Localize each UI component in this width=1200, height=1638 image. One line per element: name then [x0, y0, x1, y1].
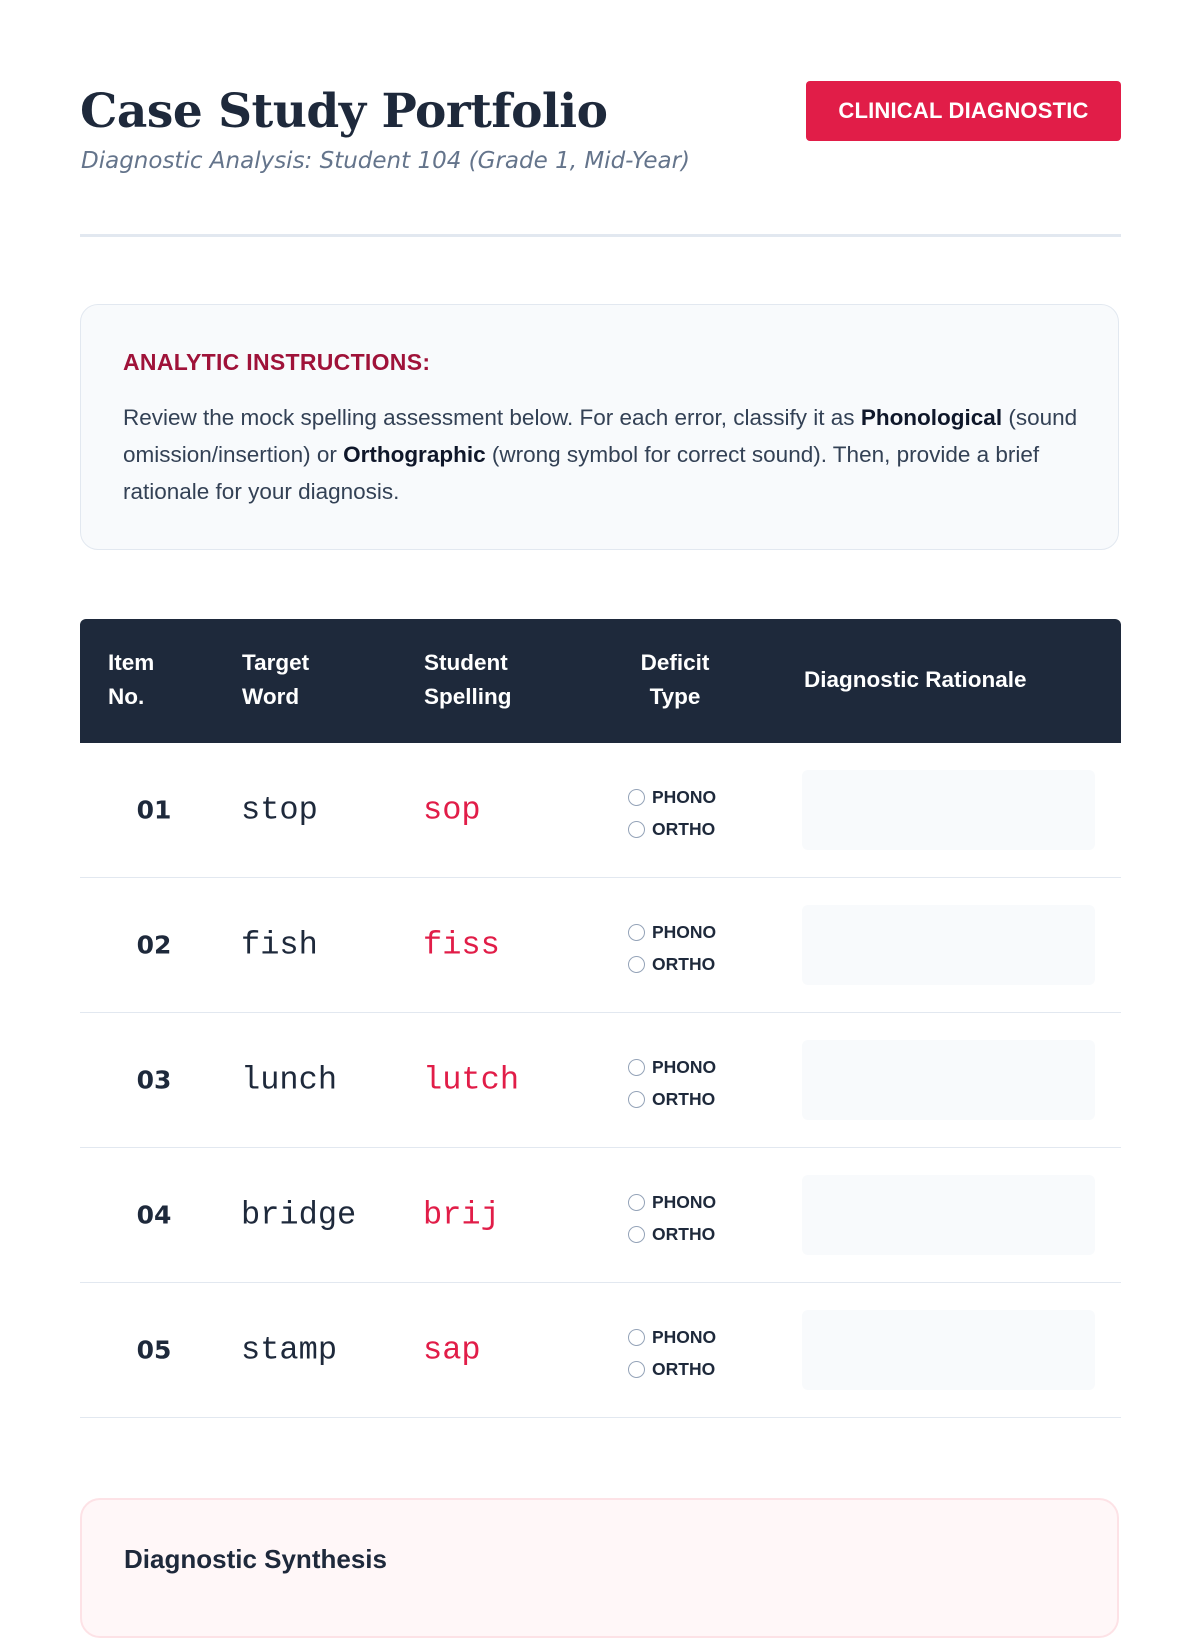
item-number: 04: [136, 1200, 172, 1230]
instructions-heading: ANALYTIC INSTRUCTIONS:: [123, 349, 431, 375]
ortho-label: ORTHO: [652, 1358, 716, 1379]
ortho-radio[interactable]: [628, 1361, 645, 1378]
phono-label: PHONO: [652, 1191, 717, 1212]
header-deficit-line2: Type: [649, 684, 701, 709]
instructions-text-part: (wrong symbol for correct sound). Then, provide a brief rationale for your diagnosis.: [123, 442, 1040, 504]
ortho-label: ORTHO: [652, 953, 716, 974]
page-subtitle: Diagnostic Analysis: Student 104 (Grade 1, Mid-Year): [81, 148, 690, 174]
instructions-panel: [80, 304, 1119, 550]
student-spelling: sap: [423, 1331, 481, 1369]
diagnostic-synthesis-panel: [80, 1498, 1119, 1638]
ortho-option[interactable]: [628, 948, 716, 980]
page-title: Case Study Portfolio: [80, 84, 608, 139]
phono-radio[interactable]: [628, 1059, 645, 1076]
student-spelling: sop: [423, 791, 481, 829]
student-spelling: lutch: [423, 1061, 520, 1099]
header-item-line2: No.: [108, 684, 145, 709]
header-diagnostic-rationale: Diagnostic Rationale: [804, 667, 1027, 692]
rationale-input[interactable]: [802, 1040, 1095, 1120]
rationale-input[interactable]: [802, 770, 1095, 850]
target-word: stamp: [241, 1331, 338, 1369]
student-spelling: brij: [423, 1196, 500, 1234]
header-divider: [80, 234, 1121, 237]
header-target-line1: Target: [242, 650, 310, 675]
ortho-radio[interactable]: [628, 1226, 645, 1243]
ortho-label: ORTHO: [652, 818, 716, 839]
deficit-type-options: [628, 781, 716, 845]
rationale-input[interactable]: [802, 905, 1095, 985]
phono-label: PHONO: [652, 1326, 717, 1347]
phono-option[interactable]: [628, 1186, 716, 1218]
deficit-type-options: [628, 916, 716, 980]
table-header: [80, 619, 1121, 743]
target-word: stop: [241, 791, 318, 829]
header-target-line2: Word: [242, 684, 300, 709]
header-student-line1: Student: [424, 650, 508, 675]
clinical-diagnostic-badge: CLINICAL DIAGNOSTIC: [806, 81, 1121, 141]
phono-option[interactable]: [628, 916, 716, 948]
item-number: 05: [136, 1335, 172, 1365]
ortho-option[interactable]: [628, 813, 716, 845]
instructions-text-part: Review the mock spelling assessment below. For each error, classify it as: [123, 405, 861, 430]
ortho-label: ORTHO: [652, 1088, 716, 1109]
ortho-option[interactable]: [628, 1218, 716, 1250]
ortho-radio[interactable]: [628, 956, 645, 973]
phono-label: PHONO: [652, 921, 717, 942]
instructions-text-part: (sound omission/insertion) or: [123, 405, 1078, 467]
phono-option[interactable]: [628, 1321, 716, 1353]
ortho-radio[interactable]: [628, 1091, 645, 1108]
phono-option[interactable]: [628, 1051, 716, 1083]
phono-label: PHONO: [652, 786, 717, 807]
header-item-line1: Item: [108, 650, 155, 675]
table-row: [80, 1013, 1121, 1148]
table-row: [80, 878, 1121, 1013]
header-target-word: [242, 646, 309, 714]
table-row: [80, 1283, 1121, 1418]
table-row: [80, 1148, 1121, 1283]
phono-radio[interactable]: [628, 789, 645, 806]
ortho-option[interactable]: [628, 1353, 716, 1385]
ortho-label: ORTHO: [652, 1223, 716, 1244]
table-row: [80, 743, 1121, 878]
synthesis-title: Diagnostic Synthesis: [124, 1544, 387, 1574]
header-item-no: [108, 646, 154, 714]
instructions-bold-phonological: Phonological: [860, 405, 1003, 430]
student-spelling: fiss: [423, 926, 500, 964]
phono-option[interactable]: [628, 781, 716, 813]
target-word: fish: [241, 926, 318, 964]
ortho-radio[interactable]: [628, 821, 645, 838]
target-word: bridge: [241, 1196, 357, 1234]
phono-label: PHONO: [652, 1056, 717, 1077]
header-deficit-line1: Deficit: [640, 650, 710, 675]
phono-radio[interactable]: [628, 924, 645, 941]
target-word: lunch: [241, 1061, 338, 1099]
rationale-input[interactable]: [802, 1310, 1095, 1390]
deficit-type-options: [628, 1321, 716, 1385]
item-number: 01: [136, 795, 172, 825]
item-number: 03: [136, 1065, 172, 1095]
item-number: 02: [136, 930, 172, 960]
header-student-spelling: [424, 646, 512, 714]
header-deficit-type: [640, 646, 710, 714]
header-student-line2: Spelling: [424, 684, 512, 709]
instructions-bold-orthographic: Orthographic: [343, 442, 486, 467]
deficit-type-options: [628, 1186, 716, 1250]
rationale-input[interactable]: [802, 1175, 1095, 1255]
phono-radio[interactable]: [628, 1329, 645, 1346]
ortho-option[interactable]: [628, 1083, 716, 1115]
instructions-text: [123, 399, 1083, 510]
phono-radio[interactable]: [628, 1194, 645, 1211]
deficit-type-options: [628, 1051, 716, 1115]
